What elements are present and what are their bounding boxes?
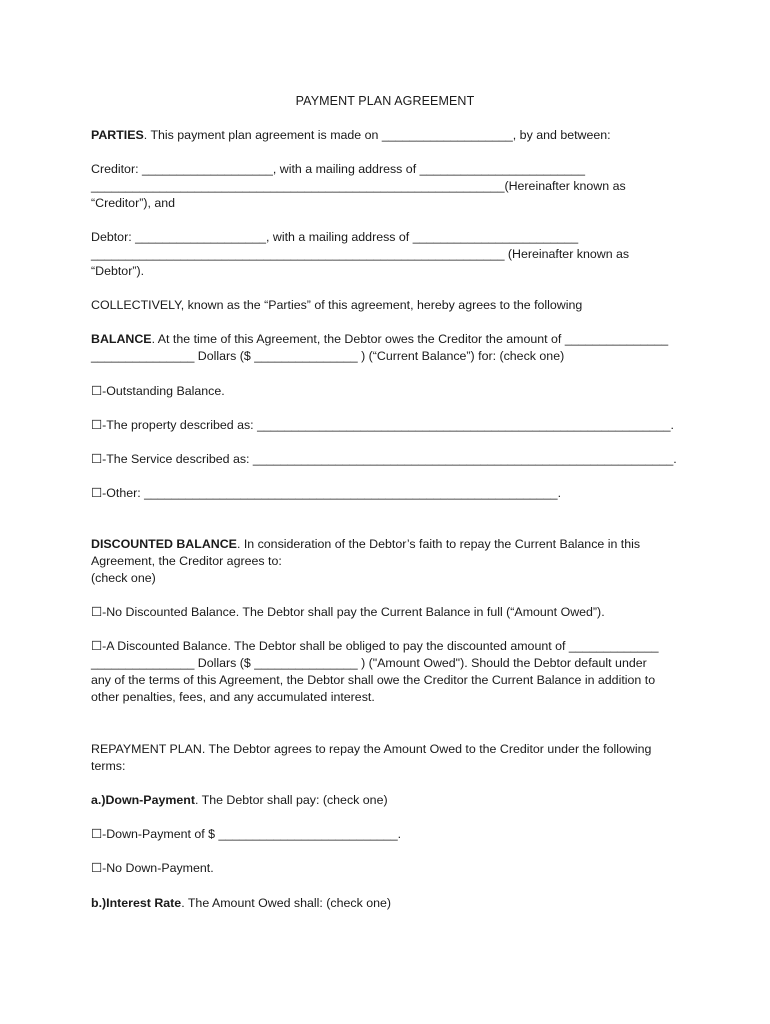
creditor-line-3: “Creditor”), and — [91, 196, 176, 210]
parties-paragraph — [91, 127, 683, 144]
discounted-line-2: Agreement, the Creditor agrees to: — [91, 554, 282, 568]
collectively-paragraph: COLLECTIVELY, known as the “Parties” of this agreement, hereby agrees to the following — [91, 298, 583, 312]
discounted-option-line-2: _______________ Dollars ($ _______________ ) ("Amount Owed"). Should the Debtor default under — [91, 656, 647, 670]
interest-rate-heading — [91, 895, 683, 912]
discounted-line-1: . In consideration of the Debtor’s faith to repay the Current Balance in this — [236, 537, 641, 551]
down-payment-label: a.)Down-Payment — [91, 793, 195, 807]
debtor-paragraph — [91, 229, 683, 280]
discounted-option-line-3: any of the terms of this Agreement, the Debtor shall owe the Creditor the Current Balance in addition to — [91, 673, 656, 687]
discounted-option-line-4: other penalties, fees, and any accumulated interest. — [91, 690, 375, 704]
debtor-line-3: “Debtor”). — [91, 264, 145, 278]
balance-line-1: . At the time of this Agreement, the Debtor owes the Creditor the amount of _______________ — [151, 332, 669, 346]
discounted-line-3: (check one) — [91, 571, 156, 585]
balance-label: BALANCE — [91, 332, 152, 346]
creditor-line-1: Creditor: ___________________, with a mailing address of ________________________ — [91, 162, 585, 176]
balance-line-2: _______________ Dollars ($ _______________ ) (“Current Balance”) for: (check one) — [91, 349, 565, 363]
discounted-option-line-1: ☐-A Discounted Balance. The Debtor shall be obliged to pay the discounted amount of _____________ — [91, 639, 659, 653]
debtor-line-1: Debtor: ___________________, with a mailing address of ________________________ — [91, 230, 579, 244]
option-outstanding-balance[interactable]: ☐-Outstanding Balance. — [91, 384, 225, 398]
discounted-balance-paragraph — [91, 536, 683, 587]
option-property[interactable]: ☐-The property described as: ____________________________________________________________. — [91, 418, 674, 432]
option-discounted-balance[interactable] — [91, 638, 683, 706]
repayment-plan-paragraph — [91, 741, 683, 775]
interest-rate-text: . The Amount Owed shall: (check one) — [181, 896, 392, 910]
option-other[interactable]: ☐-Other: ____________________________________________________________. — [91, 486, 562, 500]
option-no-discounted-balance[interactable]: ☐-No Discounted Balance. The Debtor shall pay the Current Balance in full (“Amount Owed”). — [91, 605, 605, 619]
creditor-paragraph — [91, 161, 683, 212]
repayment-line-1: REPAYMENT PLAN. The Debtor agrees to repay the Amount Owed to the Creditor under the following — [91, 742, 652, 756]
option-service[interactable]: ☐-The Service described as: _____________________________________________________________. — [91, 452, 677, 466]
option-down-payment[interactable]: ☐-Down-Payment of $ __________________________. — [91, 827, 402, 841]
option-no-down-payment[interactable]: ☐-No Down-Payment. — [91, 861, 214, 875]
creditor-line-2: ____________________________________________________________(Hereinafter known as — [91, 179, 626, 193]
balance-paragraph — [91, 331, 683, 365]
interest-rate-label: b.)Interest Rate — [91, 896, 182, 910]
repayment-line-2: terms: — [91, 759, 126, 773]
parties-label: PARTIES — [91, 128, 144, 142]
page-title: PAYMENT PLAN AGREEMENT — [295, 94, 475, 108]
debtor-line-2: ____________________________________________________________ (Hereinafter known as — [91, 247, 630, 261]
parties-text: . This payment plan agreement is made on ___________________, by and between: — [143, 128, 611, 142]
down-payment-text: . The Debtor shall pay: (check one) — [194, 793, 388, 807]
down-payment-heading — [91, 792, 683, 809]
discounted-balance-label: DISCOUNTED BALANCE — [91, 537, 237, 551]
